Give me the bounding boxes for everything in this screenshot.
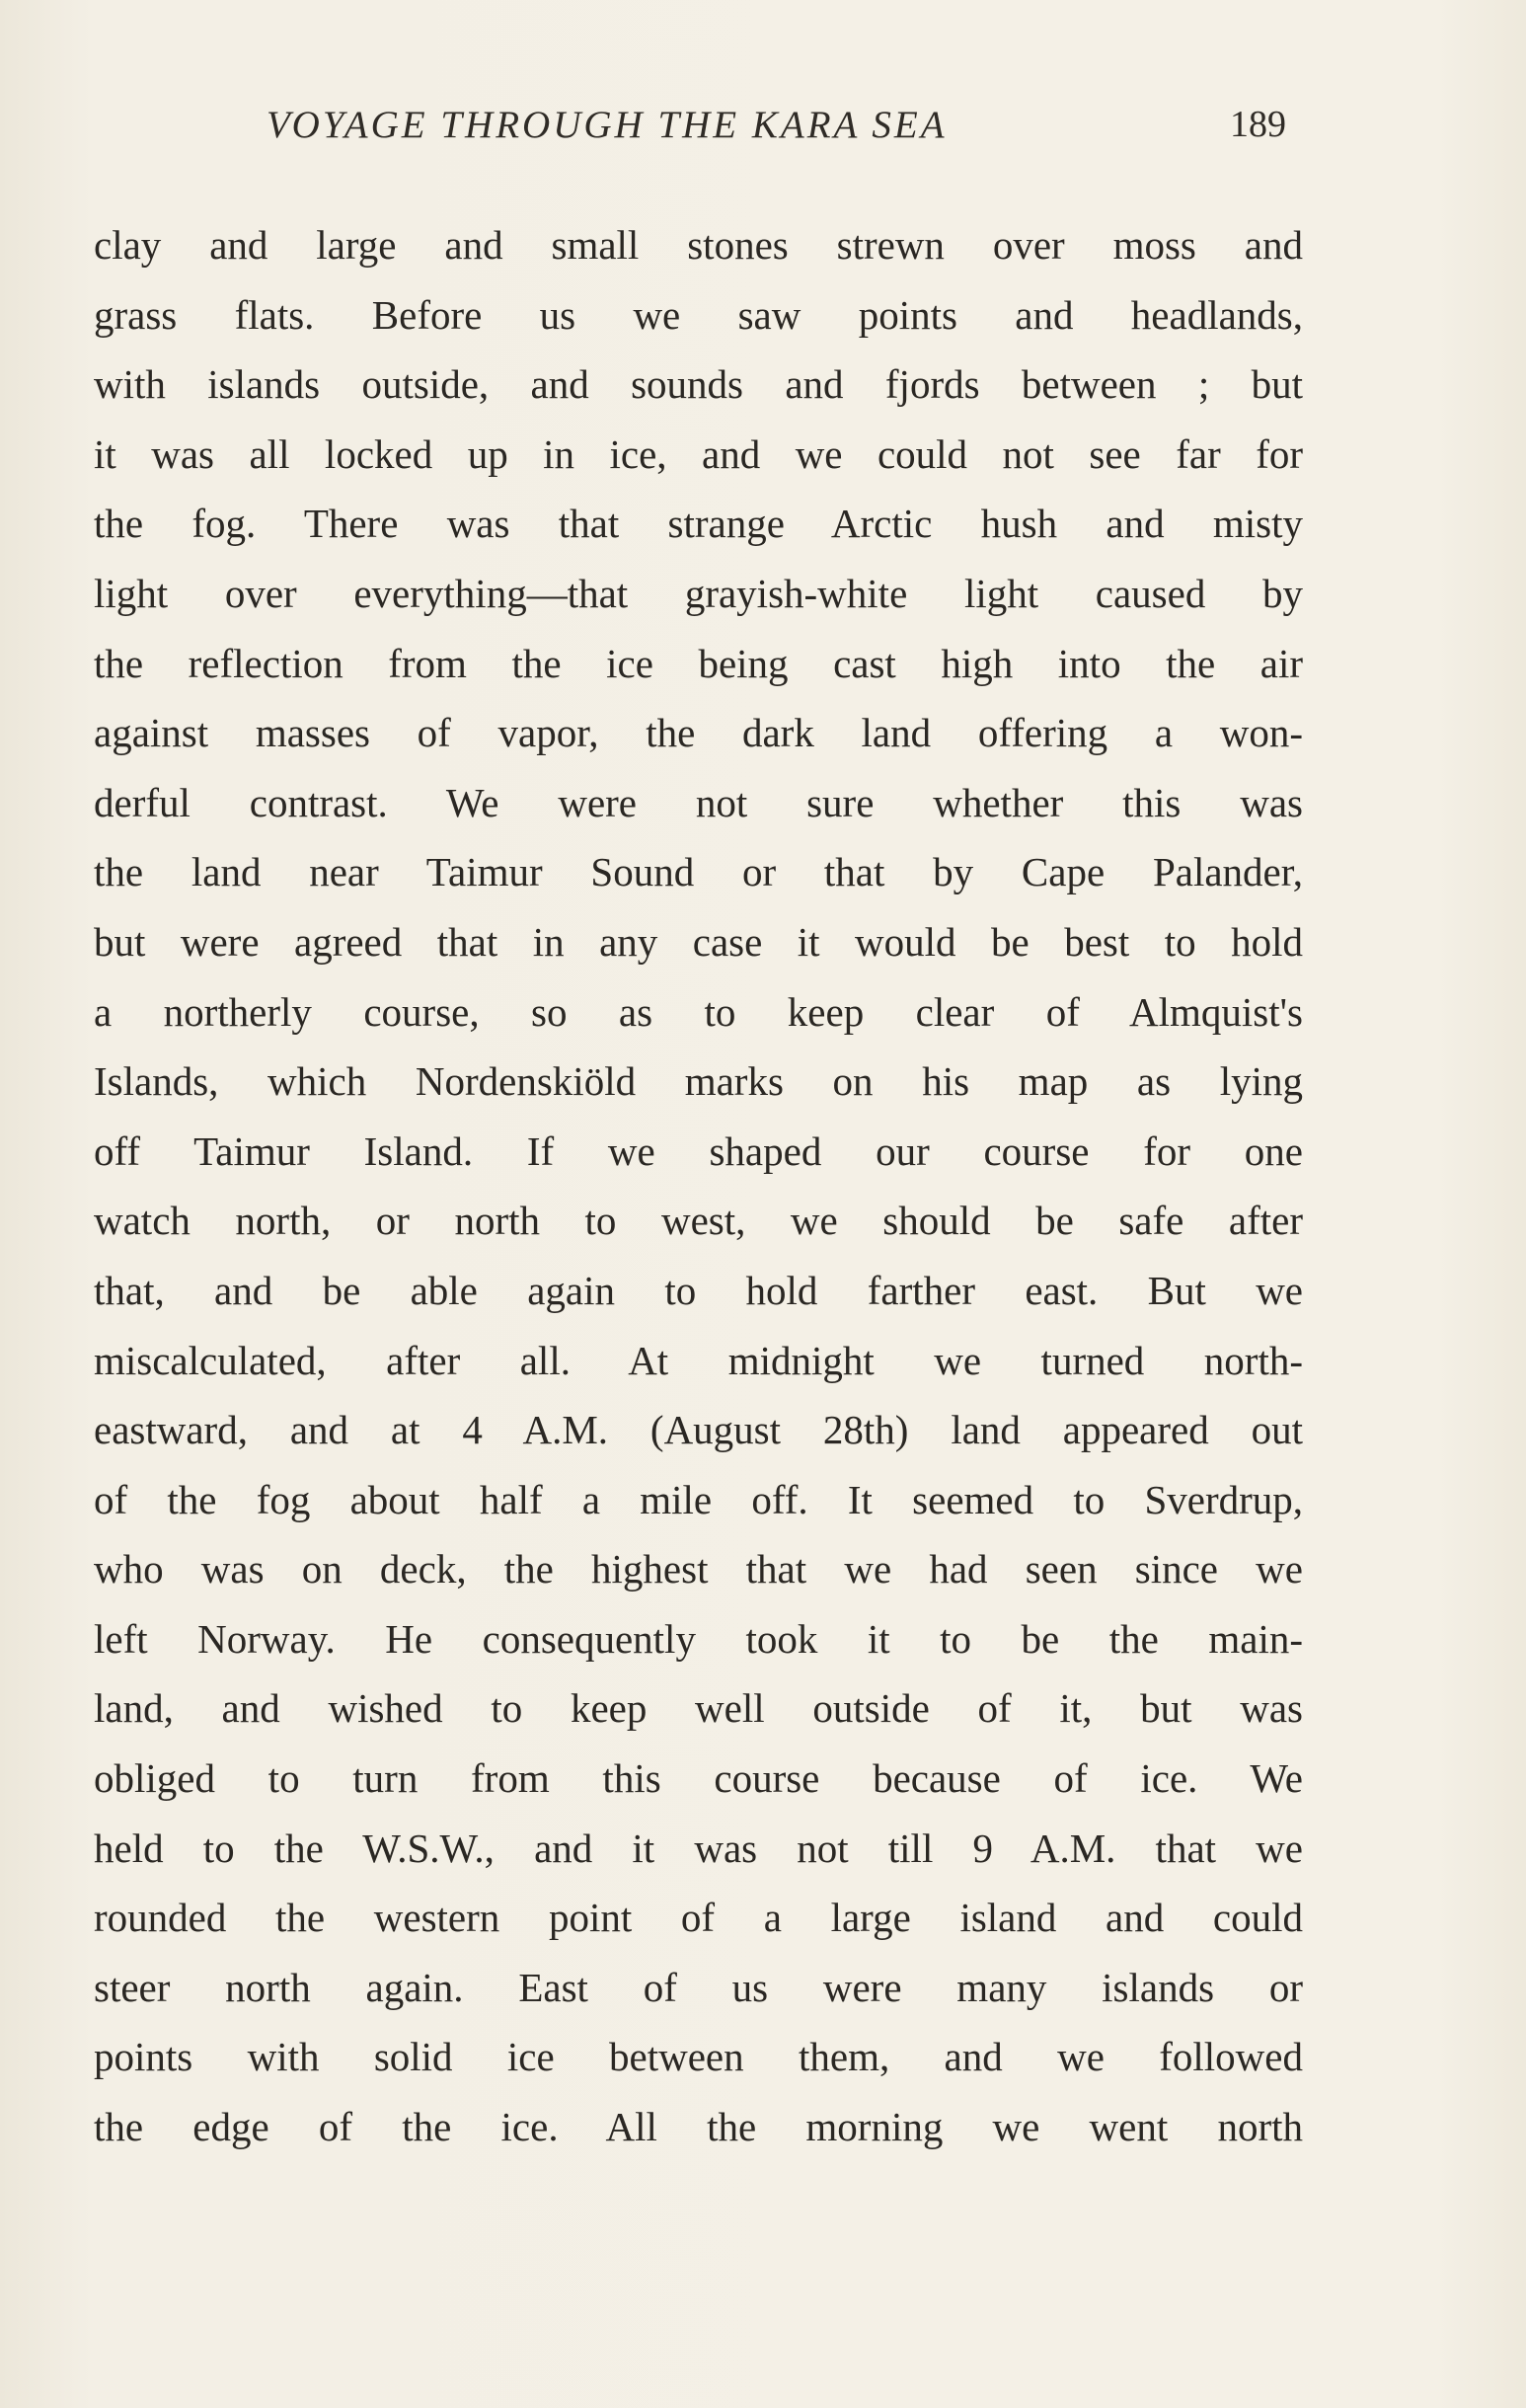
running-head: VOYAGE THROUGH THE KARA SEA xyxy=(267,104,948,146)
text-line: watch north, or north to west, we should be safe after xyxy=(94,1198,1303,1244)
text-line: clay and large and small stones strewn over moss and xyxy=(94,222,1303,268)
text-line: it was all locked up in ice, and we could not see far for xyxy=(94,430,1303,477)
text-line: miscalculated, after all. At midnight we turned north- xyxy=(94,1337,1303,1383)
text-line: grass flats. Before us we saw points and headlands, xyxy=(94,291,1303,338)
text-line: light over everything—that grayish-white light caused by xyxy=(94,570,1303,616)
text-line: held to the W.S.W., and it was not till 9 A.M. that we xyxy=(94,1825,1303,1871)
text-line: steer north again. East of us were many islands or xyxy=(94,1964,1303,2010)
text-line: with islands outside, and sounds and fjords between ; but xyxy=(94,361,1303,408)
text-line: the edge of the ice. All the morning we went north xyxy=(94,2104,1303,2150)
text-line: but were agreed that in any case it would be best to hold xyxy=(94,918,1303,965)
page-number: 189 xyxy=(1230,104,1286,145)
text-line: of the fog about half a mile off. It seemed to Sverdrup, xyxy=(94,1476,1303,1522)
text-line: the fog. There was that strange Arctic hush and misty xyxy=(94,501,1303,547)
text-line: left Norway. He consequently took it to be the main- xyxy=(94,1615,1303,1662)
text-line: who was on deck, the highest that we had seen since we xyxy=(94,1546,1303,1592)
text-line: that, and be able again to hold farther east. But we xyxy=(94,1267,1303,1313)
text-line: obliged to turn from this course because of ice. We xyxy=(94,1755,1303,1802)
text-line: points with solid ice between them, and we followed xyxy=(94,2034,1303,2080)
text-line: derful contrast. We were not sure whether this was xyxy=(94,779,1303,825)
text-line: the reflection from the ice being cast high into the air xyxy=(94,640,1303,686)
text-line: rounded the western point of a large island and could xyxy=(94,1895,1303,1941)
text-line: the land near Taimur Sound or that by Cape Palander, xyxy=(94,849,1303,895)
text-line: a northerly course, so as to keep clear of Almquist's xyxy=(94,988,1303,1035)
text-line: against masses of vapor, the dark land offering a won- xyxy=(94,710,1303,756)
text-line: Islands, which Nordenskiöld marks on his map as lying xyxy=(94,1058,1303,1105)
text-line: off Taimur Island. If we shaped our course for one xyxy=(94,1127,1303,1174)
body-text xyxy=(94,210,1303,2162)
text-line: land, and wished to keep well outside of it, but was xyxy=(94,1685,1303,1732)
text-line: eastward, and at 4 A.M. (August 28th) land appeared out xyxy=(94,1407,1303,1453)
